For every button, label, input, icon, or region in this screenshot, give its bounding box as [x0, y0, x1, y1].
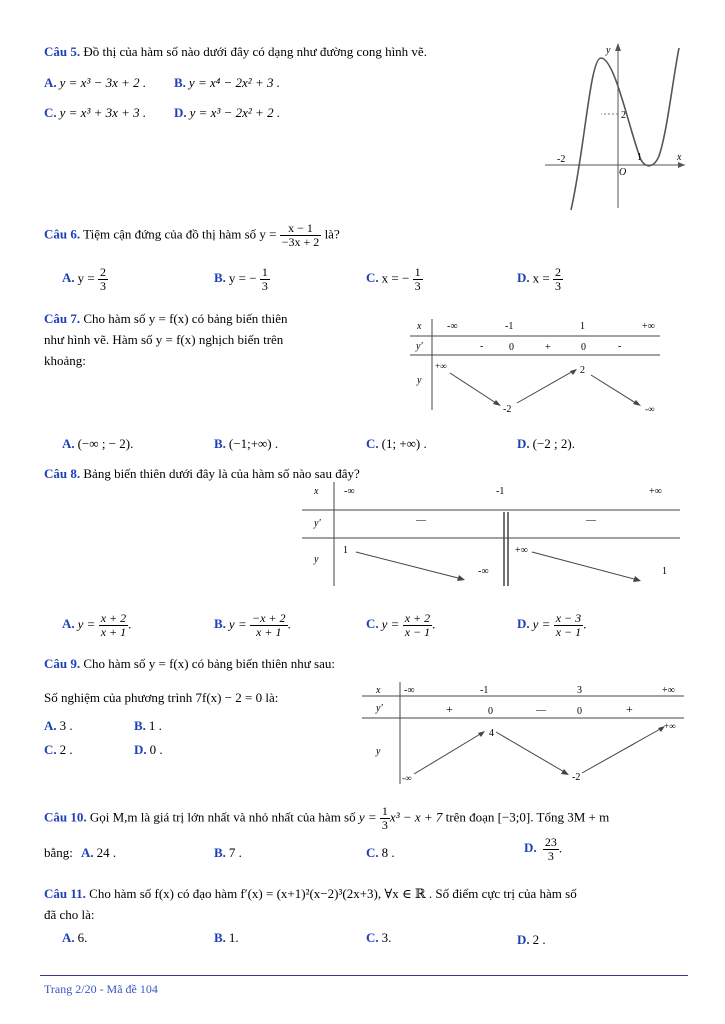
svg-text:-∞: -∞ — [404, 685, 415, 696]
q9-option-d[interactable]: D. 0 . — [134, 742, 163, 757]
q10-option-d[interactable]: D. $\frac{23}{3}$ . — [524, 835, 563, 863]
svg-text:2: 2 — [580, 365, 585, 376]
q11-option-a[interactable]: A. 6. — [62, 930, 88, 945]
svg-text:3: 3 — [577, 685, 582, 696]
q9-arrow-up-2 — [582, 728, 662, 773]
svg-text:x: x — [417, 321, 422, 332]
q5-y-arrow-icon — [615, 43, 621, 51]
q5-b-text: y = x⁴ − 2x² + 3 . — [188, 75, 280, 90]
svg-text:0: 0 — [581, 342, 586, 353]
svg-text:-1: -1 — [505, 321, 514, 332]
svg-text:-∞: -∞ — [478, 566, 489, 577]
q8-option-b[interactable]: B. y = $\frac{-x + 2}{x + 1}$ . — [214, 611, 291, 639]
q7-stem-line1: Câu 7. Cho hàm số y = f(x) có bảng biến thiên — [44, 311, 288, 326]
svg-text:-1: -1 — [496, 486, 505, 497]
q7-stem-line3: khoảng: — [44, 353, 86, 368]
q7-option-a[interactable]: A. (−∞ ; − 2). — [62, 436, 134, 451]
q8-option-d[interactable]: D. y = $\frac{x - 3}{x - 1}$ . — [517, 611, 587, 639]
q11-label: Câu 11. — [44, 886, 86, 901]
q10-line2: bằng: — [44, 845, 73, 860]
svg-text:0: 0 — [577, 706, 582, 717]
svg-text:1: 1 — [343, 545, 348, 556]
q5-option-a[interactable]: A. y = x³ − 3x + 2 . — [44, 75, 147, 90]
q5-curve — [571, 48, 679, 210]
q9-label: Câu 9. — [44, 656, 81, 671]
q9-arrow-down — [496, 732, 566, 773]
svg-text:-∞: -∞ — [402, 773, 412, 783]
q6-text: Tiệm cận đứng của đồ thị hàm số — [83, 226, 257, 242]
svg-text:+∞: +∞ — [664, 721, 676, 731]
page-footer: Trang 2/20 - Mã đề 104 — [44, 982, 158, 996]
q5-option-b[interactable]: B. y = x⁴ − 2x² + 3 . — [174, 75, 280, 90]
q5-option-d[interactable]: D. y = x³ − 2x² + 2 . — [174, 105, 281, 120]
q10-stem: Câu 10. Gọi M,m là giá trị lớn nhất và nhỏ nhất của hàm số y = $\frac{1}{3}$ x³ − x + 7 trên đoạn [−3;0]. Tổng 3M + m — [44, 804, 610, 832]
q11-stem-line2: đã cho là: — [44, 907, 95, 922]
q5-stem — [44, 44, 427, 60]
svg-text:y': y' — [376, 703, 383, 714]
svg-text:y: y — [314, 554, 319, 565]
svg-text:-∞: -∞ — [645, 404, 655, 414]
q5-tick-m2: -2 — [557, 154, 566, 165]
q11-option-c[interactable]: C. 3. — [366, 930, 392, 945]
q8-label: Câu 8. — [44, 466, 81, 481]
q7-arrow-down-1 — [450, 373, 499, 405]
q6-fn: y = — [259, 226, 277, 242]
q9-arrow-up-1 — [414, 733, 482, 774]
svg-text:+∞: +∞ — [649, 486, 662, 497]
svg-text:-1: -1 — [480, 685, 489, 696]
svg-text:+∞: +∞ — [515, 545, 528, 556]
q8-variation-table — [302, 480, 682, 590]
q5-option-c[interactable]: C. y = x³ + 3x + 3 . — [44, 105, 147, 120]
svg-text:x: x — [376, 685, 381, 696]
q11-option-d[interactable]: D. 2 . — [517, 932, 546, 947]
q11-stem: Câu 11. Cho hàm số f(x) có đạo hàm f′(x) = (x+1)²(x−2)³(2x+3), ∀x ∈ ℝ . Số điểm cực trị của hàm số — [44, 886, 577, 901]
svg-text:+∞: +∞ — [435, 361, 447, 371]
q11-option-b[interactable]: B. 1. — [214, 930, 239, 945]
q6-fraction: $\frac{x - 1}{-3x + 2}$ — [281, 221, 320, 249]
svg-text:-∞: -∞ — [344, 486, 355, 497]
q8-option-c[interactable]: C. y = $\frac{x + 2}{x - 1}$ . — [366, 611, 436, 639]
q9-option-a[interactable]: A. 3 . — [44, 718, 73, 733]
q10-label: Câu 10. — [44, 809, 87, 825]
svg-text:y: y — [376, 746, 381, 757]
svg-text:x: x — [314, 486, 319, 497]
svg-text:-2: -2 — [572, 772, 581, 783]
q8-stem: Câu 8. Bảng biến thiên dưới đây là của hàm số nào sau đây? — [44, 466, 360, 481]
svg-text:y: y — [417, 375, 422, 386]
svg-text:—: — — [536, 705, 546, 716]
q5-label: Câu 5. — [44, 44, 81, 59]
q5-c-text: y = x³ + 3x + 3 . — [59, 105, 147, 120]
q5-y-label: y — [606, 45, 611, 56]
q9-stem: Câu 9. Cho hàm số y = f(x) có bảng biến thiên như sau: — [44, 656, 335, 671]
q8-option-a[interactable]: A. y = $\frac{x + 2}{x + 1}$ . — [62, 611, 132, 639]
q9-option-c[interactable]: C. 2 . — [44, 742, 73, 757]
q6-option-a[interactable]: A. y = $\frac{2}{3}$ — [62, 265, 106, 293]
svg-text:y': y' — [416, 341, 423, 352]
svg-text:+∞: +∞ — [642, 321, 655, 332]
q5-text: Đồ thị của hàm số nào dưới đây có dạng như đường cong hình vẽ. — [83, 44, 427, 59]
svg-text:-∞: -∞ — [447, 321, 458, 332]
q9-option-b[interactable]: B. 1 . — [134, 718, 162, 733]
svg-text:-: - — [618, 341, 622, 352]
q5-tick-2: 2 — [621, 110, 626, 121]
q6-option-c[interactable]: C. x = − $\frac{1}{3}$ — [366, 265, 421, 293]
svg-text:—: — — [586, 515, 596, 526]
svg-text:+: + — [626, 702, 633, 716]
svg-text:-: - — [480, 341, 484, 352]
q5-graph — [535, 38, 690, 213]
q8-arrow-left — [356, 552, 462, 579]
q5-a-text: y = x³ − 3x + 2 . — [59, 75, 147, 90]
q7-arrow-up — [517, 370, 575, 403]
q5-origin-label: O — [619, 167, 627, 178]
svg-text:0: 0 — [488, 706, 493, 717]
q7-label: Câu 7. — [44, 311, 81, 326]
svg-text:+∞: +∞ — [662, 685, 675, 696]
q6-option-b[interactable]: B. y = − $\frac{1}{3}$ — [214, 265, 268, 293]
q7-option-d[interactable]: D. (−2 ; 2). — [517, 436, 575, 451]
svg-text:1: 1 — [580, 321, 585, 332]
q6-label: Câu 6. — [44, 226, 81, 242]
q9-variation-table — [362, 680, 687, 786]
q6-tail: là? — [324, 226, 340, 242]
svg-text:-2: -2 — [503, 404, 512, 415]
q7-option-b[interactable]: B. (−1;+∞) . — [214, 436, 279, 451]
q5-tick-1: 1 — [637, 152, 642, 163]
q7-option-c[interactable]: C. (1; +∞) . — [366, 436, 427, 451]
q5-x-label: x — [677, 152, 682, 163]
svg-text:+: + — [545, 342, 551, 353]
q7-variation-table — [405, 315, 667, 417]
q6-option-d[interactable]: D. x = $\frac{2}{3}$ — [517, 265, 561, 293]
q10-option-a[interactable]: A. 24 . — [81, 845, 117, 860]
q10-option-b[interactable]: B. 7 . — [214, 845, 242, 860]
svg-text:1: 1 — [662, 566, 667, 577]
svg-text:0: 0 — [509, 342, 514, 353]
q7-stem-line2: như hình vẽ. Hàm số y = f(x) nghịch biến trên — [44, 332, 284, 347]
q10-option-c[interactable]: C. 8 . — [366, 845, 395, 860]
svg-text:4: 4 — [489, 728, 494, 739]
q6-stem — [44, 222, 340, 249]
svg-text:—: — — [416, 515, 426, 526]
q5-d-text: y = x³ − 2x² + 2 . — [189, 105, 281, 120]
q8-arrow-right — [532, 552, 638, 580]
footer-divider — [40, 975, 688, 976]
svg-text:+: + — [446, 702, 453, 716]
q9-stem-line2: Số nghiệm của phương trình 7f(x) − 2 = 0 là: — [44, 690, 279, 705]
q7-arrow-down-2 — [591, 375, 639, 405]
svg-text:y': y' — [314, 518, 321, 529]
